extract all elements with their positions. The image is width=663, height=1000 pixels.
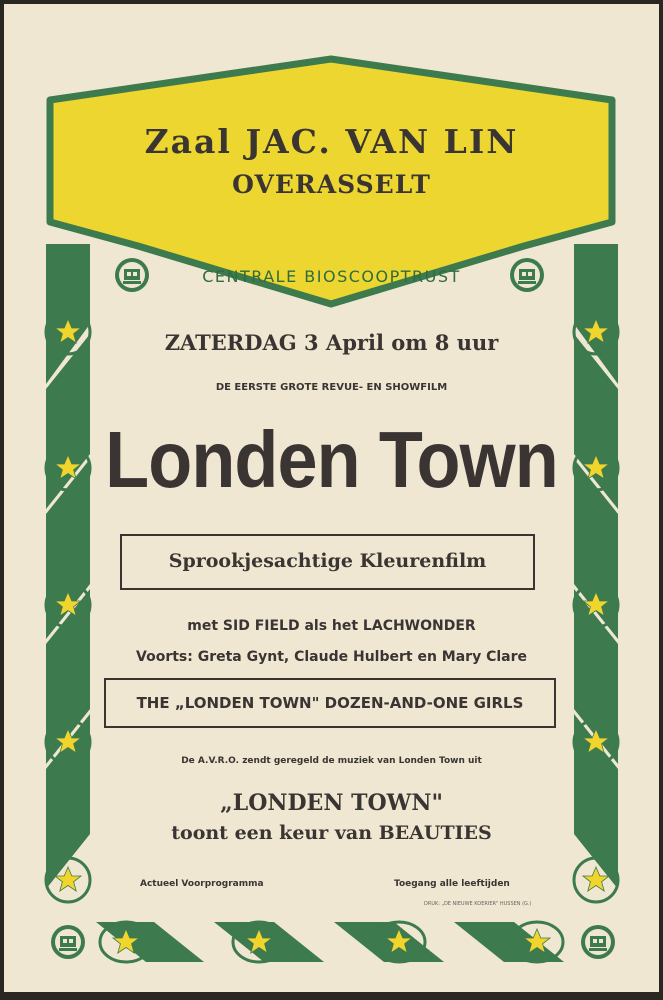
footer-left: Actueel Voorprogramma	[140, 879, 264, 889]
bottom-border	[96, 922, 564, 962]
footer-right: Toegang alle leeftijden	[394, 879, 510, 889]
date-line: ZATERDAG 3 April om 8 uur	[164, 330, 499, 355]
cast-line-1: met SID FIELD als het LACHWONDER	[187, 618, 476, 634]
tagline-box	[120, 534, 535, 590]
film-logo-icon	[51, 258, 615, 959]
film-title: Londen Town	[105, 415, 558, 504]
girls-box	[104, 678, 556, 728]
town-name: OVERASSELT	[232, 170, 431, 199]
radio-note: De A.V.R.O. zendt geregeld de muziek van Londen Town uit	[181, 756, 482, 766]
film-subtitle: DE EERSTE GROTE REVUE- EN SHOWFILM	[215, 382, 448, 393]
poster	[4, 4, 659, 992]
closing-title: „LONDEN TOWN"	[220, 790, 443, 816]
printer-credit: DRUK: „DE NIEUWE KOERIER" HUSSEN (G.)	[424, 901, 532, 907]
tagline: Sprookjesachtige Kleurenfilm	[168, 550, 487, 572]
girls-text: THE „LONDEN TOWN" DOZEN-AND-ONE GIRLS	[136, 694, 524, 712]
venue-name: Zaal JAC. VAN LIN	[144, 122, 519, 161]
closing-line: toont een keur van BEAUTIES	[171, 822, 492, 844]
cast-line-2: Voorts: Greta Gynt, Claude Hulbert en Mary Clare	[136, 649, 527, 665]
banner-label: CENTRALE BIOSCOOPTRUST	[202, 267, 461, 286]
